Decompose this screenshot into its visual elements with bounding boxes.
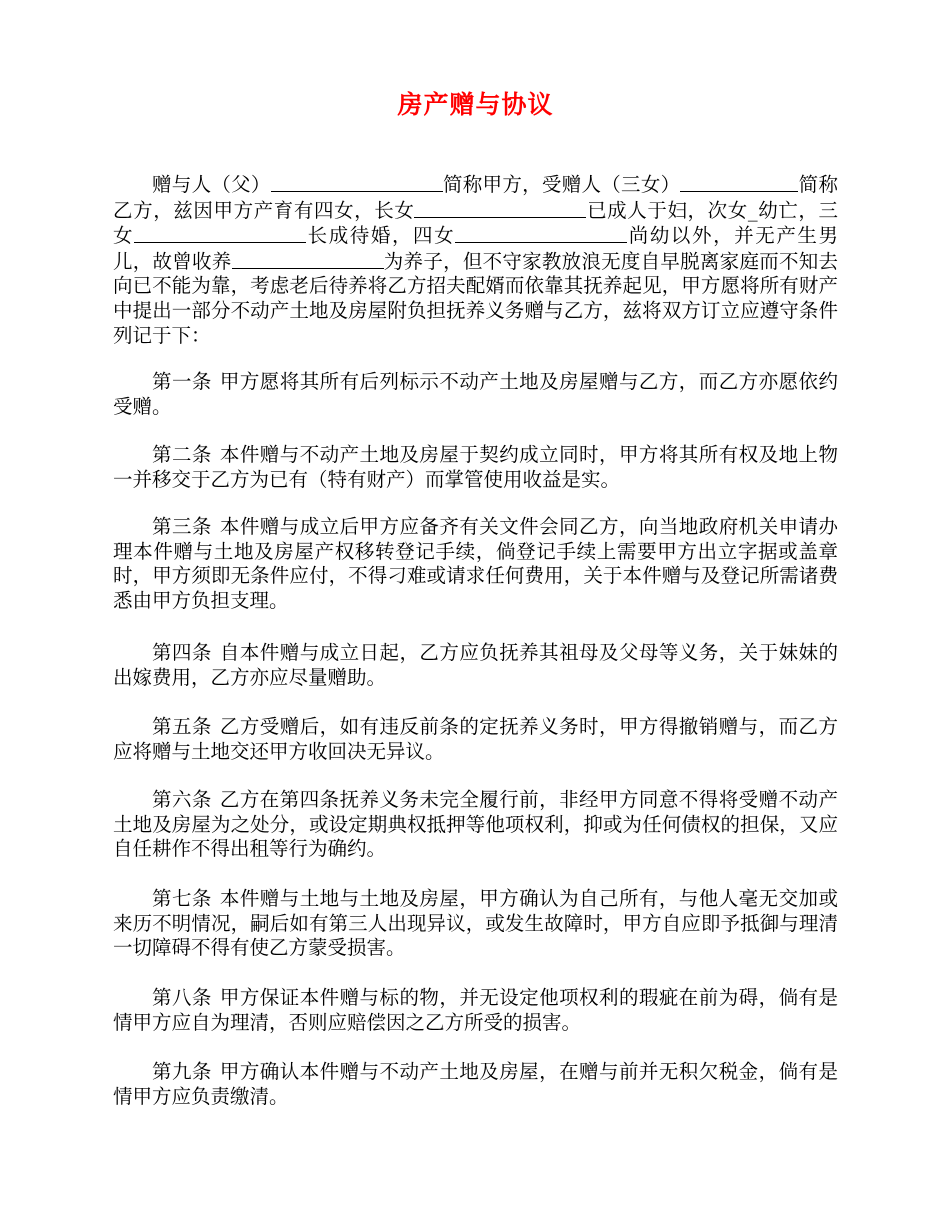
article-2	[113, 443, 838, 492]
adopted-son-blank	[232, 250, 384, 269]
document-title: 房产赠与协议	[397, 90, 554, 119]
article-text: 自本件赠与成立日起，乙方应负抚养其祖母及父母等义务，关于妹妹的出嫁费用，乙方亦应尽量赠助。	[113, 641, 838, 689]
donee-name-blank	[680, 173, 798, 192]
article-text: 乙方在第四条抚养义务未完全履行前，非经甲方同意不得将受赠不动产土地及房屋为之处分，或设定期典权抵押等他项权利，抑或为任何债权的担保，又应自任耕作不得出租等行为确约。	[113, 788, 838, 861]
article-6	[113, 788, 838, 862]
article-text: 甲方保证本件赠与标的物，并无设定他项权利的瑕疵在前为碍，倘有是情甲方应自为理清，否则应赔偿因之乙方所受的损害。	[113, 986, 838, 1034]
article-text: 本件赠与土地与土地及房屋，甲方确认为自己所有，与他人毫无交加或来历不明情况，嗣后如有第三人出现异议，或发生故障时，甲方自应即予抵御与理清一切障碍不得有使乙方蒙受损害。	[113, 887, 838, 960]
third-daughter-blank	[134, 224, 306, 243]
intro-text-4: 已成人于妇，次女_幼亡，三女	[113, 198, 838, 248]
article-number: 第八条	[152, 986, 212, 1009]
article-number: 第六条	[152, 788, 212, 811]
intro-text-7: 为养子，但不守家教放浪无度自早脱离家庭而不知去向已不能为靠，考虑老后待养将乙方招夫配婿而依靠其抚养起见，甲方愿将所有财产中提出一部分不动产土地及房屋附负担抚养义务赠与乙方，兹将双方订立应遵守条件列记于下：	[113, 249, 838, 347]
article-text: 甲方愿将其所有后列标示不动产土地及房屋赠与乙方，而乙方亦愿依约受赠。	[113, 370, 838, 418]
article-number: 第二条	[152, 443, 212, 466]
intro-text-2: 简称甲方，受赠人（三女）	[442, 173, 681, 196]
article-text: 乙方受赠后，如有违反前条的定抚养义务时，甲方得撤销赠与，而乙方应将赠与土地交还甲方收回决无异议。	[113, 715, 838, 763]
article-8	[113, 986, 838, 1035]
intro-paragraph	[113, 172, 838, 348]
article-4	[113, 641, 838, 690]
intro-text-6: 尚幼以外，并无产生男儿，故曾收养	[113, 224, 838, 273]
article-number: 第四条	[152, 641, 212, 664]
article-number: 第一条	[152, 370, 212, 393]
article-number: 第五条	[152, 715, 212, 738]
intro-text-1: 赠与人（父）	[152, 173, 271, 196]
eldest-daughter-blank	[414, 199, 586, 218]
article-number: 第九条	[152, 1060, 212, 1083]
article-number: 第七条	[152, 887, 212, 910]
article-text: 甲方确认本件赠与不动产土地及房屋，在赠与前并无积欠税金，倘有是情甲方应负责缴清。	[113, 1060, 838, 1108]
article-9	[113, 1060, 838, 1109]
article-text: 本件赠与不动产土地及房屋于契约成立同时，甲方将其所有权及地上物一并移交于乙方为已有（特有财产）而掌管使用收益是实。	[113, 443, 838, 491]
intro-text-3: 简称乙方，兹因甲方产育有四女，长女	[113, 173, 838, 222]
fourth-daughter-blank	[455, 224, 627, 243]
article-number: 第三条	[152, 515, 212, 538]
article-5	[113, 715, 838, 764]
article-3	[113, 515, 838, 613]
article-7	[113, 887, 838, 961]
article-1	[113, 370, 838, 419]
article-text: 本件赠与成立后甲方应备齐有关文件会同乙方，向当地政府机关申请办理本件赠与土地及房屋产权移转登记手续，倘登记手续上需要甲方出立字据或盖章时，甲方须即无条件应付，不得刁难或请求任何费用，关于本件赠与及登记所需诸费悉由甲方负担支理。	[113, 515, 838, 612]
donor-name-blank	[271, 173, 443, 192]
intro-text-5: 长成待婚，四女	[306, 224, 456, 248]
